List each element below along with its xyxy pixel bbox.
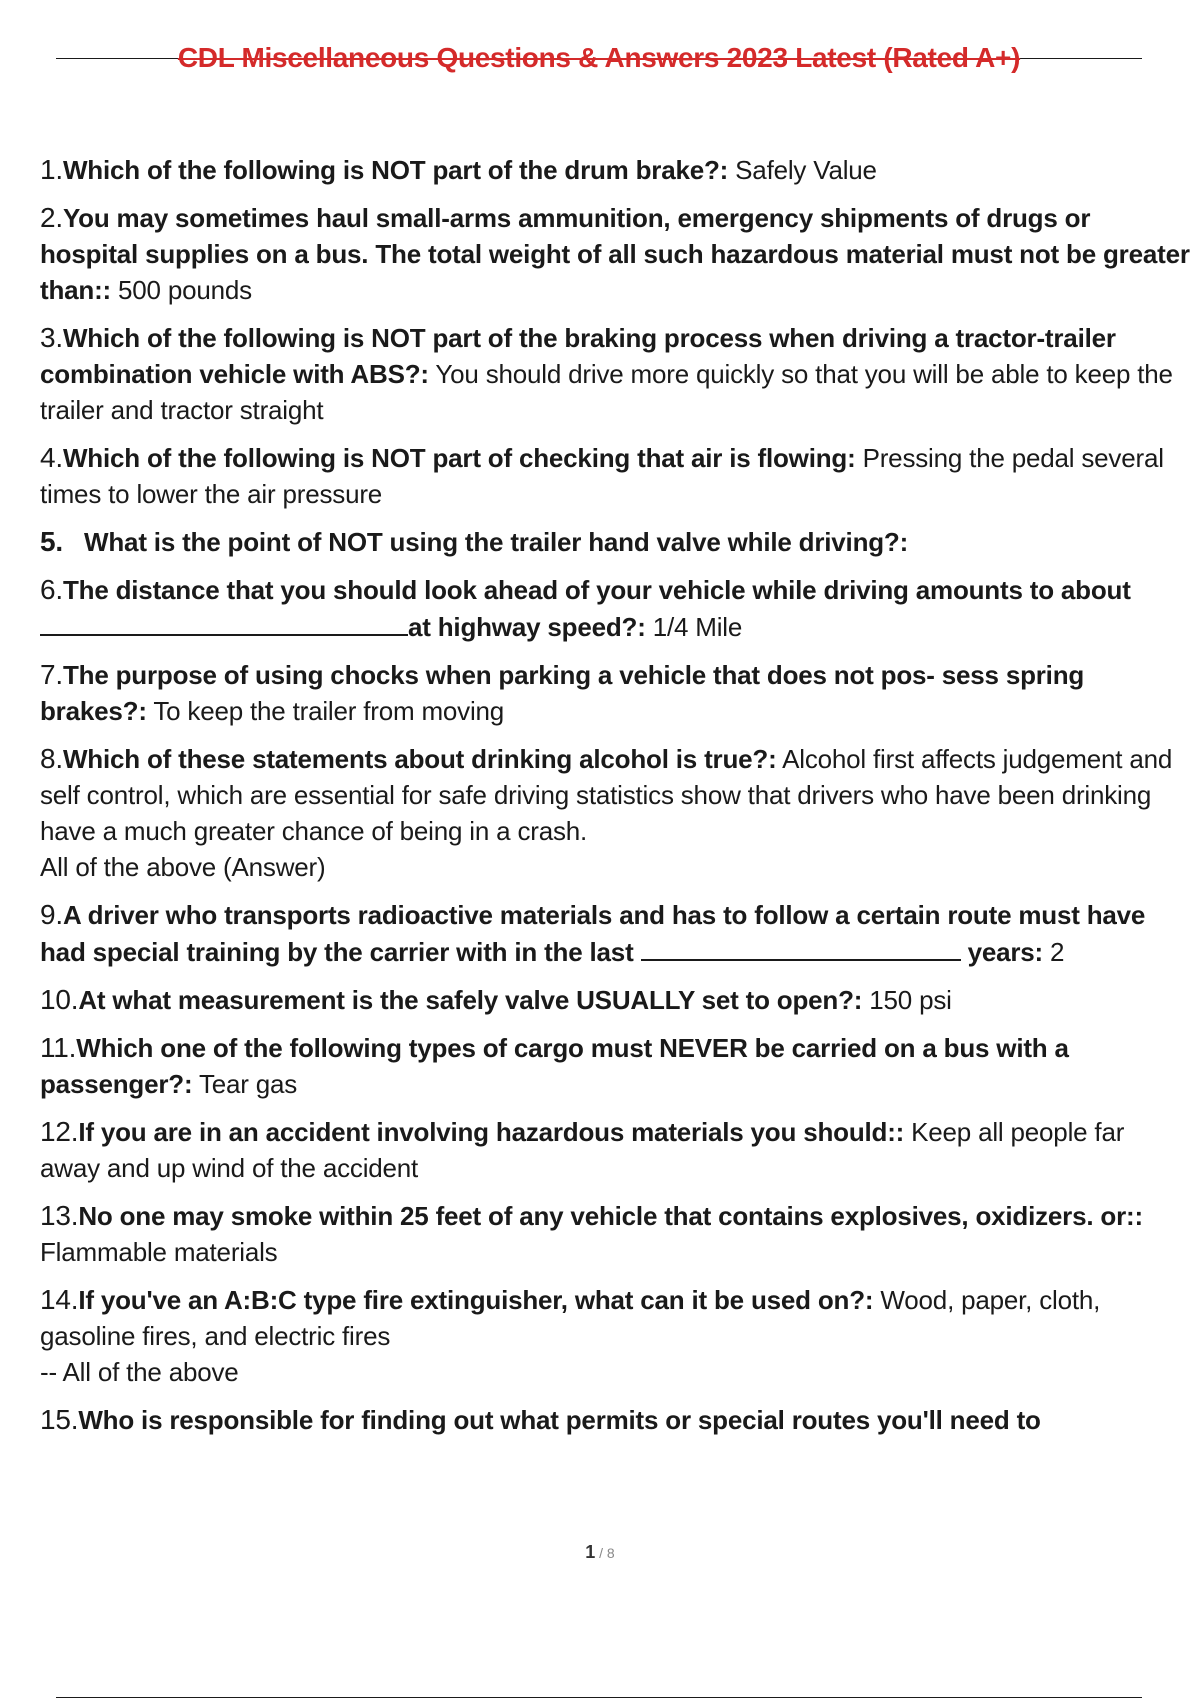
answer-text: To keep the trailer from moving bbox=[146, 696, 505, 726]
page-current: 1 bbox=[585, 1542, 596, 1562]
question-number: 8. bbox=[40, 743, 63, 774]
answer-extra: -- All of the above bbox=[40, 1357, 239, 1387]
bottom-rule bbox=[56, 1697, 1142, 1698]
question-text: What is the point of NOT using the trailer hand valve while driving?: bbox=[84, 527, 909, 557]
question-text: Who is responsible for finding out what permits or special routes you'll need to bbox=[78, 1405, 1041, 1435]
question-text: The purpose of using chocks when parking a vehicle that does not pos- sess spring brakes?: bbox=[40, 660, 1085, 726]
question-4 bbox=[40, 440, 1190, 512]
question-number: 15. bbox=[40, 1404, 79, 1435]
question-1 bbox=[40, 152, 1190, 188]
question-text: Which one of the following types of cargo must NEVER be carried on a bus with a passenger?: bbox=[40, 1033, 1069, 1099]
question-list bbox=[40, 152, 1190, 1450]
answer-text: 2 bbox=[1043, 937, 1065, 967]
page-total: / 8 bbox=[595, 1545, 615, 1561]
question-text: No one may smoke within 25 feet of any vehicle that contains explosives, oxidizers. or:: bbox=[78, 1201, 1143, 1231]
answer-text: 1/4 Mile bbox=[645, 612, 743, 642]
answer-text: You should drive more quickly so that you will be able to keep the trailer and tractor straight bbox=[40, 359, 1173, 425]
fill-in-blank bbox=[40, 608, 408, 636]
question-number: 4. bbox=[40, 442, 63, 473]
question-number: 9. bbox=[40, 899, 63, 930]
question-text-before-blank: A driver who transports radioactive materials and has to follow a certain route must have had special training by the carrier with in the last bbox=[40, 900, 1146, 967]
title-block bbox=[56, 38, 1142, 78]
answer-text: 500 pounds bbox=[111, 275, 252, 305]
question-number: 7. bbox=[40, 659, 63, 690]
fill-in-blank bbox=[641, 933, 961, 961]
question-11 bbox=[40, 1030, 1190, 1102]
question-text: Which of the following is NOT part of the drum brake?: bbox=[62, 155, 729, 185]
question-text: You may sometimes haul small-arms ammunition, emergency shipments of drugs or hospital supplies on a bus. The total weight of all such hazardous material must not be greater than:: bbox=[40, 203, 1190, 305]
question-number: 1. bbox=[40, 154, 63, 185]
question-5 bbox=[40, 524, 1190, 560]
page-number bbox=[0, 1542, 1200, 1563]
question-text: Which of these statements about drinking alcohol is true?: bbox=[62, 744, 777, 774]
question-2 bbox=[40, 200, 1190, 308]
question-10 bbox=[40, 982, 1190, 1018]
question-15 bbox=[40, 1402, 1190, 1438]
question-number: 6. bbox=[40, 574, 63, 605]
question-number: 2. bbox=[40, 202, 63, 233]
question-text: At what measurement is the safely valve USUALLY set to open?: bbox=[78, 985, 863, 1015]
answer-text: Safely Value bbox=[728, 155, 877, 185]
question-number: 5. bbox=[40, 526, 63, 557]
question-number: 14. bbox=[40, 1284, 79, 1315]
question-number: 11. bbox=[40, 1032, 77, 1063]
answer-text: Wood, paper, cloth, gasoline fires, and electric fires bbox=[40, 1285, 1101, 1351]
answer-text: 150 psi bbox=[862, 985, 952, 1015]
question-number: 12. bbox=[40, 1116, 79, 1147]
page-title: CDL Miscellaneous Questions & Answers 2023 Latest (Rated A+) bbox=[177, 42, 1021, 73]
question-6 bbox=[40, 572, 1190, 645]
question-number: 13. bbox=[40, 1200, 79, 1231]
question-9 bbox=[40, 897, 1190, 970]
question-8 bbox=[40, 741, 1190, 885]
question-text-after-blank: years: bbox=[967, 937, 1044, 967]
question-text: If you are in an accident involving hazardous materials you should:: bbox=[78, 1117, 905, 1147]
question-text-after-blank: at highway speed?: bbox=[408, 612, 646, 642]
answer-text: Pressing the pedal several times to lower the air pressure bbox=[40, 443, 1164, 509]
question-text: If you've an A:B:C type fire extinguisher, what can it be used on?: bbox=[78, 1285, 874, 1315]
answer-text: Alcohol first affects judgement and self control, which are essential for safe driving statistics show that drivers who have been drinking have a much greater chance of being in a crash. bbox=[40, 744, 1173, 846]
answer-text: Flammable materials bbox=[40, 1237, 278, 1267]
question-text: Which of the following is NOT part of checking that air is flowing: bbox=[62, 443, 856, 473]
question-12 bbox=[40, 1114, 1190, 1186]
answer-extra: All of the above (Answer) bbox=[40, 852, 326, 882]
question-3 bbox=[40, 320, 1190, 428]
question-text-before-blank: The distance that you should look ahead of your vehicle while driving amounts to about bbox=[62, 575, 1131, 605]
answer-text: Keep all people far away and up wind of the accident bbox=[40, 1117, 1125, 1183]
question-14 bbox=[40, 1282, 1190, 1390]
question-7 bbox=[40, 657, 1190, 729]
question-number: 3. bbox=[40, 322, 63, 353]
question-13 bbox=[40, 1198, 1190, 1270]
question-number: 10. bbox=[40, 984, 79, 1015]
answer-text: Tear gas bbox=[192, 1069, 298, 1099]
question-text: Which of the following is NOT part of the braking process when driving a tractor-trailer combination vehicle with ABS?: bbox=[40, 323, 1116, 389]
